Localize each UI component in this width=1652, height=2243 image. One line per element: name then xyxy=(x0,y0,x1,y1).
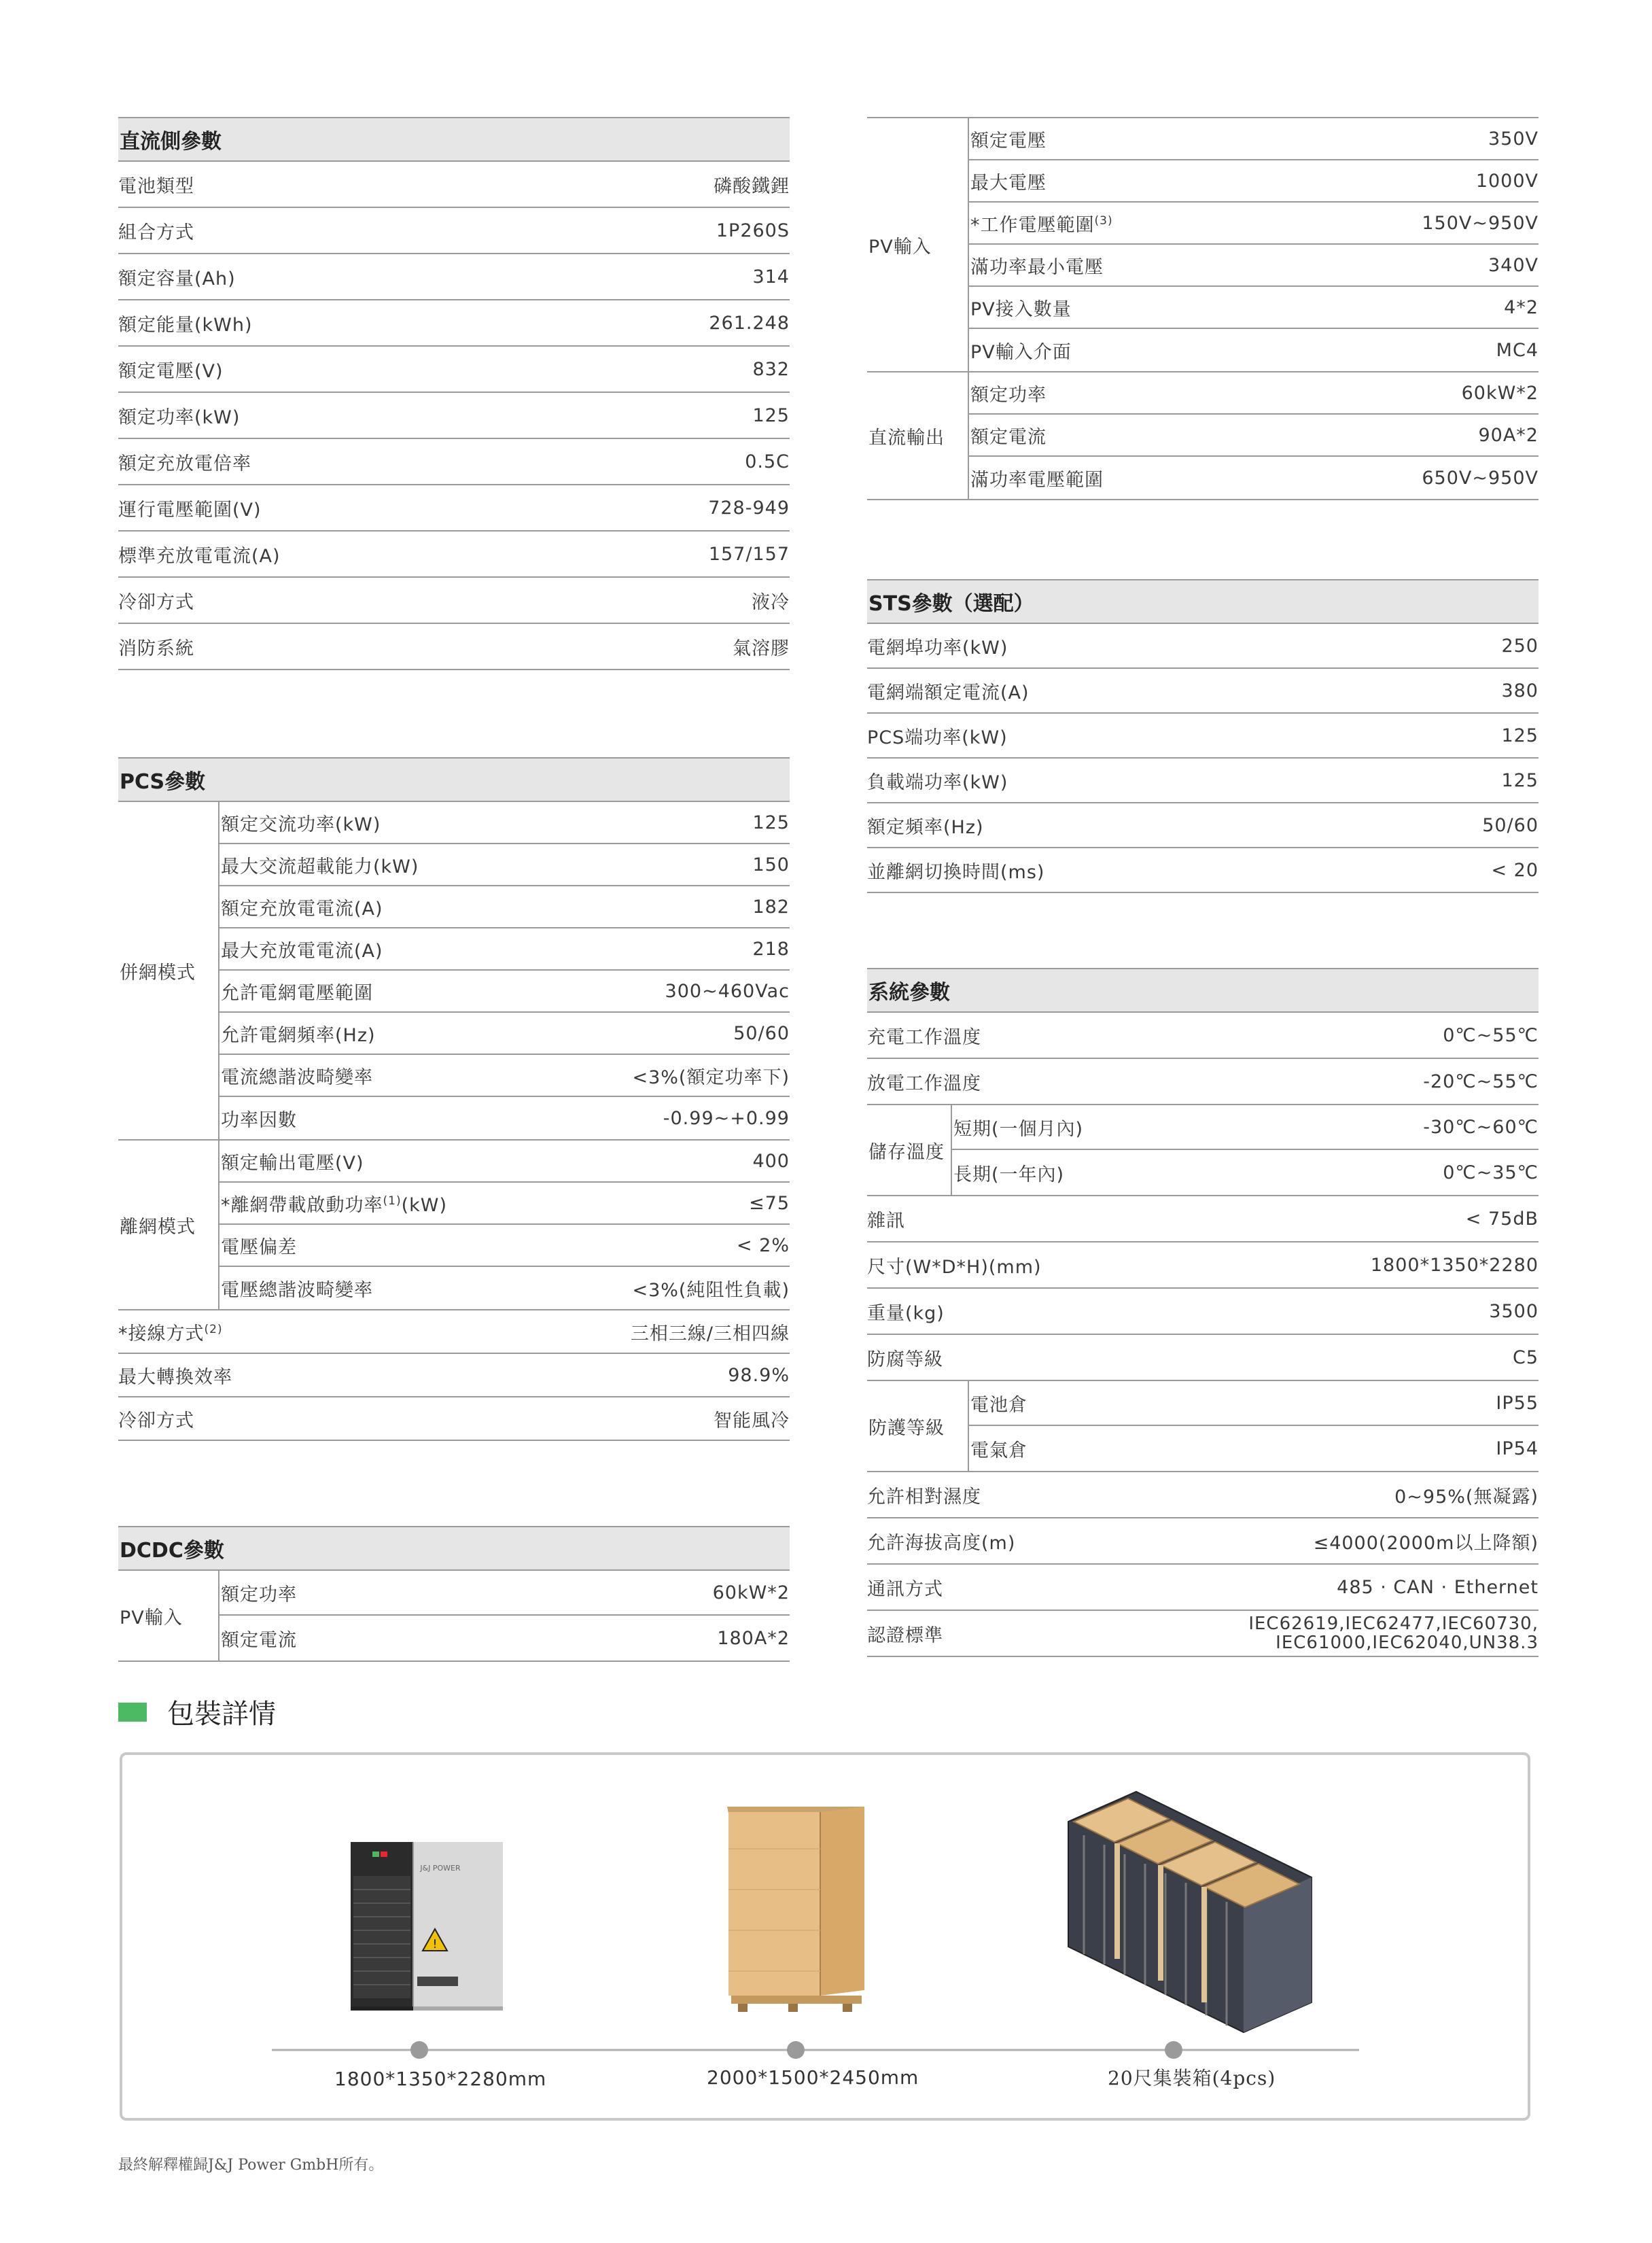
row-label-text: 額定電流 xyxy=(221,1629,297,1651)
row-value: MC4 xyxy=(1496,339,1539,361)
row-label-text: PCS端功率(kW) xyxy=(867,727,1008,748)
row-value: ≤75 xyxy=(749,1192,790,1214)
timeline-dot-2 xyxy=(787,2041,805,2059)
pcs-title: PCS參數 xyxy=(118,757,790,802)
row-value: 182 xyxy=(752,896,790,918)
dc-output-label: 直流輸出 xyxy=(867,372,969,499)
row-label-text: 額定充放電電流(A) xyxy=(221,898,383,920)
grid-mode-label: 併網模式 xyxy=(118,802,219,1139)
row-value: 380 xyxy=(1501,680,1539,701)
row-label-text: 最大交流超載能力(kW) xyxy=(221,856,419,877)
row-label-text: PV輸入介面 xyxy=(970,341,1072,363)
row-value: <3%(純阻性負載) xyxy=(632,1279,790,1301)
row-label: 重量(kg) xyxy=(867,1302,945,1324)
sts-title: STS參數（選配） xyxy=(867,579,1539,624)
row-label: 雜訊 xyxy=(867,1210,905,1232)
row-value: 0℃~55℃ xyxy=(1443,1024,1539,1046)
row-value: -0.99~+0.99 xyxy=(663,1107,790,1129)
row-label-text: 功率因數 xyxy=(221,1109,297,1131)
row-value: 0.5C xyxy=(745,451,790,472)
dcdc-title: DCDC參數 xyxy=(118,1526,790,1571)
row-label-text: 負載端功率(kW) xyxy=(867,771,1008,793)
row-value: 485 · CAN · Ethernet xyxy=(1337,1576,1539,1598)
row-value: IP54 xyxy=(1496,1438,1539,1459)
row-value: 4*2 xyxy=(1504,296,1539,318)
row-value: -30℃~60℃ xyxy=(1423,1116,1539,1138)
row-value: 728-949 xyxy=(708,497,790,519)
container-image xyxy=(1068,1792,1312,2032)
row-value: 智能風冷 xyxy=(714,1410,790,1431)
row-label: 通訊方式 xyxy=(867,1578,943,1600)
cabinet-logo: J&J POWER xyxy=(420,1864,461,1873)
footnote-marker: (2) xyxy=(204,1322,223,1336)
row-value: 50/60 xyxy=(1482,814,1539,836)
row-label: 充電工作溫度 xyxy=(867,1026,981,1048)
timeline-dot-1 xyxy=(410,2041,428,2059)
row-label-text: 電壓偏差 xyxy=(221,1236,297,1258)
row-value: 832 xyxy=(752,358,790,380)
row-label-text: 消防系統 xyxy=(118,638,194,659)
row-label-text: 額定充放電倍率 xyxy=(118,453,251,474)
row-label: 允許相對濕度 xyxy=(867,1486,981,1508)
row-label: 認證標準 xyxy=(867,1624,943,1646)
row-label: 允許海拔高度(m) xyxy=(867,1532,1016,1554)
row-label-text: *工作電壓範圍 xyxy=(970,214,1095,236)
storage-temp-label: 儲存溫度 xyxy=(867,1105,952,1195)
row-value: 液冷 xyxy=(752,591,790,613)
row-value: 125 xyxy=(752,404,790,426)
row-label-text: 允許電網電壓範圍 xyxy=(221,982,373,1004)
row-label-text: 額定輸出電壓(V) xyxy=(221,1152,364,1174)
row-value: 250 xyxy=(1501,635,1539,657)
row-value: -20℃~55℃ xyxy=(1423,1071,1539,1092)
row-value: <3%(額定功率下) xyxy=(632,1066,790,1088)
svg-text:!: ! xyxy=(432,1937,438,1951)
row-label-text: 冷卻方式 xyxy=(118,1410,194,1431)
row-value: 650V~950V xyxy=(1422,467,1539,489)
row-label-text: 最大轉換效率 xyxy=(118,1366,232,1388)
row-label-text: 電網端額定電流(A) xyxy=(867,682,1030,703)
certification-line-1: IEC62619,IEC62477,IEC60730, xyxy=(1248,1614,1539,1634)
row-value: 90A*2 xyxy=(1478,424,1539,446)
row-label-text: 額定功率 xyxy=(221,1584,297,1605)
row-label-suffix: (kW) xyxy=(401,1194,447,1216)
row-value: < 2% xyxy=(736,1234,790,1256)
row-value: 150 xyxy=(752,854,790,875)
row-label-text: 額定能量(kWh) xyxy=(118,314,253,336)
row-label-text: 滿功率最小電壓 xyxy=(970,256,1104,278)
row-label: 放電工作溫度 xyxy=(867,1073,981,1094)
row-value: 1800*1350*2280 xyxy=(1370,1254,1539,1276)
row-value: 0~95%(無凝露) xyxy=(1394,1486,1539,1508)
row-value: 350V xyxy=(1488,128,1539,150)
row-label-text: *接線方式 xyxy=(118,1323,205,1344)
row-value: ≤4000(2000m以上降額) xyxy=(1313,1532,1539,1554)
row-label-text: 額定容量(Ah) xyxy=(118,268,236,290)
row-label-text: PV接入數量 xyxy=(970,298,1072,320)
row-value: 60kW*2 xyxy=(1461,382,1539,404)
row-label-text: 電池倉 xyxy=(970,1394,1027,1416)
row-value: 125 xyxy=(1501,769,1539,791)
row-label-text: 電壓總諧波畸變率 xyxy=(221,1279,373,1301)
row-value: 150V~950V xyxy=(1422,212,1539,234)
row-value: 400 xyxy=(752,1150,790,1172)
row-label: 防腐等級 xyxy=(867,1349,943,1370)
row-value: 磷酸鐵鋰 xyxy=(714,175,790,197)
row-value: < 20 xyxy=(1491,859,1539,881)
row-label-text: 電流總諧波畸變率 xyxy=(221,1066,373,1088)
row-label-text: 電池類型 xyxy=(118,175,194,197)
row-value: < 75dB xyxy=(1465,1208,1539,1230)
row-value: 1P260S xyxy=(716,220,790,241)
row-label-text: 短期(一個月內) xyxy=(953,1118,1084,1140)
dc-side-title: 直流側參數 xyxy=(118,117,790,162)
row-label-text: 額定功率 xyxy=(970,384,1047,406)
dcdc-pv-input-label: PV輸入 xyxy=(118,1571,219,1660)
row-value: 50/60 xyxy=(733,1022,790,1044)
packaging-title: 包裝詳情 xyxy=(167,1699,276,1730)
row-label-text: 額定頻率(Hz) xyxy=(867,816,984,838)
row-value: 98.9% xyxy=(728,1364,790,1386)
row-label: 尺寸(W*D*H)(mm) xyxy=(867,1256,1042,1278)
row-label-text: 並離網切換時間(ms) xyxy=(867,861,1045,883)
row-value: 125 xyxy=(752,812,790,833)
row-label-text: 運行電壓範圍(V) xyxy=(118,499,262,521)
row-label-text: 額定電壓(V) xyxy=(118,360,224,382)
row-value: 3500 xyxy=(1489,1300,1539,1322)
row-label-text: 最大充放電電流(A) xyxy=(221,940,383,962)
row-label-text: 額定電流 xyxy=(970,426,1047,448)
certification-line-2: IEC61000,IEC62040,UN38.3 xyxy=(1276,1633,1539,1653)
row-label-text: 冷卻方式 xyxy=(118,591,194,613)
pv-input-label: PV輸入 xyxy=(867,118,969,371)
row-value: C5 xyxy=(1512,1346,1539,1368)
row-label-text: 額定功率(kW) xyxy=(118,406,241,428)
row-label-text: 滿功率電壓範圍 xyxy=(970,469,1104,491)
row-value: 340V xyxy=(1488,254,1539,276)
off-grid-mode-label: 離網模式 xyxy=(118,1141,219,1309)
row-value: 氣溶膠 xyxy=(733,638,790,659)
row-value: 314 xyxy=(752,266,790,288)
package-caption-2: 2000*1500*2450mm xyxy=(707,2066,919,2089)
row-label-text: 標準充放電電流(A) xyxy=(118,545,281,567)
row-value: 180A*2 xyxy=(717,1627,790,1649)
footnote-marker: (3) xyxy=(1094,213,1113,228)
cabinet-image xyxy=(351,1842,503,2011)
row-value: 125 xyxy=(1501,725,1539,746)
row-label-text: 組合方式 xyxy=(118,222,194,243)
row-value: 三相三線/三相四線 xyxy=(630,1323,790,1344)
row-label-text: 額定交流功率(kW) xyxy=(221,814,381,835)
row-value: 60kW*2 xyxy=(712,1582,790,1603)
footer-note: 最終解釋權歸J&J Power GmbH所有。 xyxy=(118,2157,384,2174)
row-value: 261.248 xyxy=(709,312,790,334)
package-caption-3: 20尺集裝箱(4pcs) xyxy=(1108,2067,1276,2089)
protection-label: 防護等級 xyxy=(867,1381,969,1471)
package-caption-1: 1800*1350*2280mm xyxy=(334,2068,547,2090)
system-title: 系統參數 xyxy=(867,968,1539,1013)
timeline-dot-3 xyxy=(1165,2041,1182,2059)
row-value: 300~460Vac xyxy=(665,980,790,1002)
footnote-marker: (1) xyxy=(383,1194,402,1208)
row-value: 157/157 xyxy=(708,543,790,565)
row-value: 218 xyxy=(752,938,790,960)
row-label-text: 額定電壓 xyxy=(970,130,1047,152)
row-label-text: 允許電網頻率(Hz) xyxy=(221,1024,376,1046)
row-label-text: 電網埠功率(kW) xyxy=(867,637,1008,659)
wooden-crate-image xyxy=(727,1807,864,2012)
row-value: IP55 xyxy=(1496,1392,1539,1414)
row-label-text: 電氣倉 xyxy=(970,1440,1027,1461)
row-label-text: 長期(一年內) xyxy=(953,1164,1065,1185)
row-value: 0℃~35℃ xyxy=(1443,1162,1539,1183)
row-value: 1000V xyxy=(1475,170,1539,192)
row-label-text: 最大電壓 xyxy=(970,172,1047,194)
row-label-text: *離網帶載啟動功率 xyxy=(221,1194,383,1216)
